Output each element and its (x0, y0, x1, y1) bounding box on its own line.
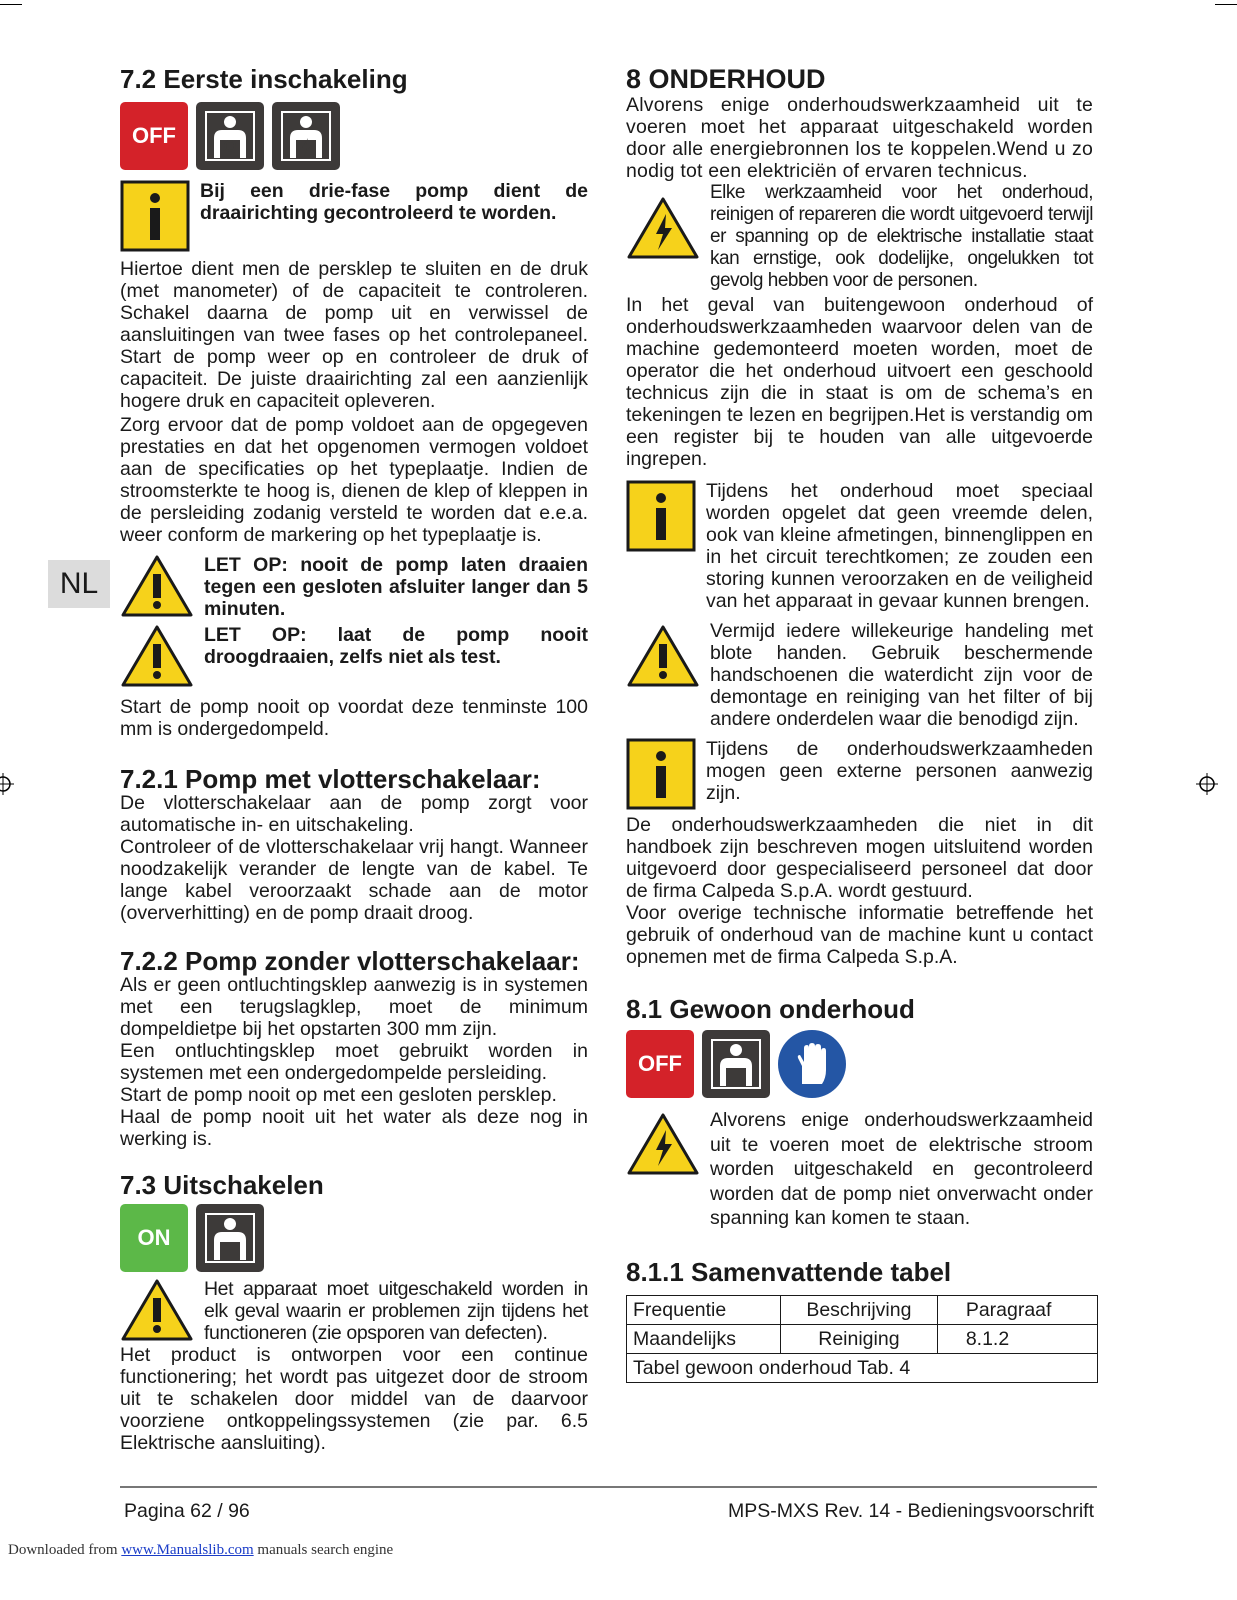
info-icon (626, 480, 696, 552)
heading-7-2-2: 7.2.2 Pomp zonder vlotterschakelaar: (120, 946, 580, 976)
table-header-row (627, 1295, 1098, 1324)
paragraph: Als er geen ontluchtingsklep aanwezig is in systemen met een terugslagklep, moet de minimum dompeldietpe bij het opstarten 300 mm zijn. (120, 974, 588, 1040)
info-note-three-phase (120, 180, 588, 252)
paragraph: Haal de pomp nooit uit het water als deze nog in werking is. (120, 1106, 588, 1150)
electrical-hazard-icon (626, 196, 700, 260)
technician-icon (196, 1204, 264, 1272)
warning-text: Het apparaat moet uitgeschakeld worden in elk geval waarin er problemen zijn tijdens het functioneren (zie opsporen van defecten). (204, 1278, 588, 1344)
warning-text: LET OP: nooit de pomp laten draaien tegen een gesloten afsluiter langer dan 5 minuten. (204, 554, 588, 620)
heading-8-1-1: 8.1.1 Samenvattende tabel (626, 1256, 952, 1287)
heading-8: 8 ONDERHOUD (626, 64, 826, 94)
table-row (627, 1324, 1098, 1353)
warning-text: Elke werkzaamheid voor het onderhoud, reinigen of repareren die wordt uitgevoerd terwijl er spanning op de elektrische installatie staat kan ernstige, ook dodelijke, ongelukken tot gevolg hebben voor de personen. (710, 182, 1093, 291)
paragraph: Voor overige technische informatie betreffende het gebruik of onderhoud van de machine kunt u contact opnemen met de firma Calpeda S.p.A. (626, 902, 1093, 968)
gloves-icon (778, 1030, 846, 1098)
electrical-warning-note (626, 182, 1093, 292)
warning-icon (626, 624, 700, 688)
footer-rule (120, 1486, 1097, 1488)
info-icon (626, 738, 696, 810)
paragraph: Start de pomp nooit op voordat deze tenminste 100 mm is ondergedompeld. (120, 696, 588, 740)
info-text: Tijdens de onderhoudswerkzaamheden mogen geen externe personen aanwezig zijn. (706, 738, 1093, 804)
table-caption: Tabel gewoon onderhoud Tab. 4 (627, 1353, 1098, 1382)
table-cell: Maandelijks (627, 1324, 781, 1353)
warning-text: LET OP: laat de pomp nooit droogdraaien, zelfs niet als test. (204, 624, 588, 668)
info-text: Bij een drie-fase pomp dient de draairichting gecontroleerd te worden. (200, 180, 588, 224)
registration-mark-left (0, 773, 14, 795)
table-header-cell: Beschrijving (780, 1295, 937, 1324)
page-number: Pagina 62 / 96 (124, 1500, 250, 1522)
electrical-warning-note-maintenance (626, 1108, 1093, 1231)
heading-7-3: 7.3 Uitschakelen (120, 1170, 324, 1200)
paragraph: Zorg ervoor dat de pomp voldoet aan de opgegeven prestaties en dat het opgenomen vermogen voldoet aan de specificaties op het typeplaatje. Indien de stroomsterkte te hoog is, dienen de klep of kleppen in de persleiding zodanig versteld te worden dat e.e.a. weer conform de markering op het typeplaatje is. (120, 414, 588, 546)
warning-icon (120, 1278, 194, 1342)
heading-8-1: 8.1 Gewoon onderhoud (626, 994, 915, 1024)
paragraph: De onderhoudswerkzaamheden die niet in dit handboek zijn beschreven mogen uitsluitend worden uitgevoerd door gespecialiseerd personeel dat door de firma Calpeda S.p.A. wordt gestuurd. (626, 814, 1093, 902)
info-note-foreign-parts (626, 480, 1093, 612)
heading-7-2-1: 7.2.1 Pomp met vlotterschakelaar: (120, 764, 541, 794)
technician-mechanical-icon (196, 102, 264, 170)
technician-electrical-icon (272, 102, 340, 170)
info-icon (120, 180, 190, 252)
paragraph: Controleer of de vlotterschakelaar vrij hangt. Wanneer noodzakelijk verander de lengte van de kabel. Te lange kabel veroorzaakt schade aan de motor (oververhitting) en de pomp draait droog. (120, 836, 588, 924)
warning-note-dry-run (120, 624, 588, 688)
warning-note-gloves (626, 620, 1093, 730)
download-notice (8, 1542, 393, 1559)
table-cell: Reiniging (780, 1324, 937, 1353)
off-icon: OFF (120, 102, 188, 170)
electrical-hazard-icon (626, 1112, 700, 1176)
info-note-no-external-persons (626, 738, 1093, 810)
paragraph: Het product is ontworpen voor een continue functionering; het wordt pas uitgezet door de stroom uit te schakelen door middel van de daarvoor voorziene ontkoppelingssystemen (zie par. 6.5 Elektrische aansluiting). (120, 1344, 588, 1454)
table-header-cell: Frequentie (627, 1295, 781, 1324)
paragraph: Start de pomp nooit op met een gesloten persklep. (120, 1084, 557, 1106)
warning-text: Alvorens enige onderhoudswerkzaamheid uit te voeren moet de elektrische stroom worden uitgeschakeld en gecontroleerd worden dat de pomp niet onverwacht onder spanning kan komen te staan. (710, 1109, 1093, 1229)
warning-icon (120, 624, 194, 688)
table-cell: 8.1.2 (937, 1324, 1097, 1353)
document-title: MPS-MXS Rev. 14 - Bedieningsvoorschrift (728, 1500, 1094, 1522)
off-icon: OFF (626, 1030, 694, 1098)
warning-note-closed-valve (120, 554, 588, 620)
table-caption-row (627, 1353, 1098, 1382)
icon-row-7-3 (120, 1204, 588, 1272)
download-prefix: Downloaded from (8, 1542, 122, 1558)
language-tab: NL (48, 560, 110, 608)
paragraph: De vlotterschakelaar aan de pomp zorgt voor automatische in- en uitschakeling. (120, 792, 588, 836)
on-icon: ON (120, 1204, 188, 1272)
warning-text: Vermijd iedere willekeurige handeling met blote handen. Gebruik beschermende handschoenen die waterdicht zijn voor de demontage en reiniging van het filter of bij andere onderdelen waar die benodigd zijn. (710, 620, 1093, 730)
paragraph: Een ontluchtingsklep moet gebruikt worden in systemen met een ondergedompelde persleiding. (120, 1040, 588, 1084)
technician-icon (702, 1030, 770, 1098)
maintenance-table (626, 1295, 1098, 1383)
paragraph: In het geval van buitengewoon onderhoud of onderhoudswerkzaamheden waarvoor delen van de machine gedemonteerd moeten worden, moet de operator die het onderhoud uitvoert een geschoold technicus zijn die in staat is om de schema’s en tekeningen te lezen en begrijpen.Het is verstandig om een register bij te houden van alle uitgevoerde ingrepen. (626, 294, 1093, 470)
paragraph: Alvorens enige onderhoudswerkzaamheid uit te voeren moet het apparaat uitgeschakeld worden door alle energiebronnen los te koppelen.Wend u zo nodig tot een elektriciën of ervaren technicus. (626, 94, 1093, 182)
icon-row-8-1 (626, 1030, 1093, 1098)
table-header-cell: Paragraaf (937, 1295, 1097, 1324)
crop-mark (1215, 4, 1237, 5)
left-column (120, 64, 588, 1454)
info-text: Tijdens het onderhoud moet speciaal worden opgelet dat geen vreemde delen, ook van kleine afmetingen, binnenglippen en in het circuit terechtkomen; ze zouden een storing kunnen veroorzaken en de veiligheid van het apparaat in gevaar kunnen brengen. (706, 480, 1093, 612)
warning-icon (120, 554, 194, 618)
crop-mark (0, 4, 22, 5)
paragraph: Hiertoe dient men de persklep te sluiten en de druk (met manometer) of de capaciteit te controleren. Schakel daarna de pomp uit en verwissel de aansluitingen van twee fases op het controlepaneel. Start de pomp weer op en controleer de druk of capaciteit. De juiste draairichting zal een aanzienlijk hogere druk en capaciteit opleveren. (120, 258, 588, 412)
warning-note-shutdown (120, 1278, 588, 1344)
download-suffix: manuals search engine (253, 1542, 394, 1558)
registration-mark-right (1196, 773, 1218, 795)
right-column (626, 64, 1093, 1383)
manualslib-link[interactable]: www.Manualslib.com (121, 1542, 254, 1558)
heading-7-2: 7.2 Eerste inschakeling (120, 64, 408, 94)
icon-row-7-2 (120, 102, 588, 170)
